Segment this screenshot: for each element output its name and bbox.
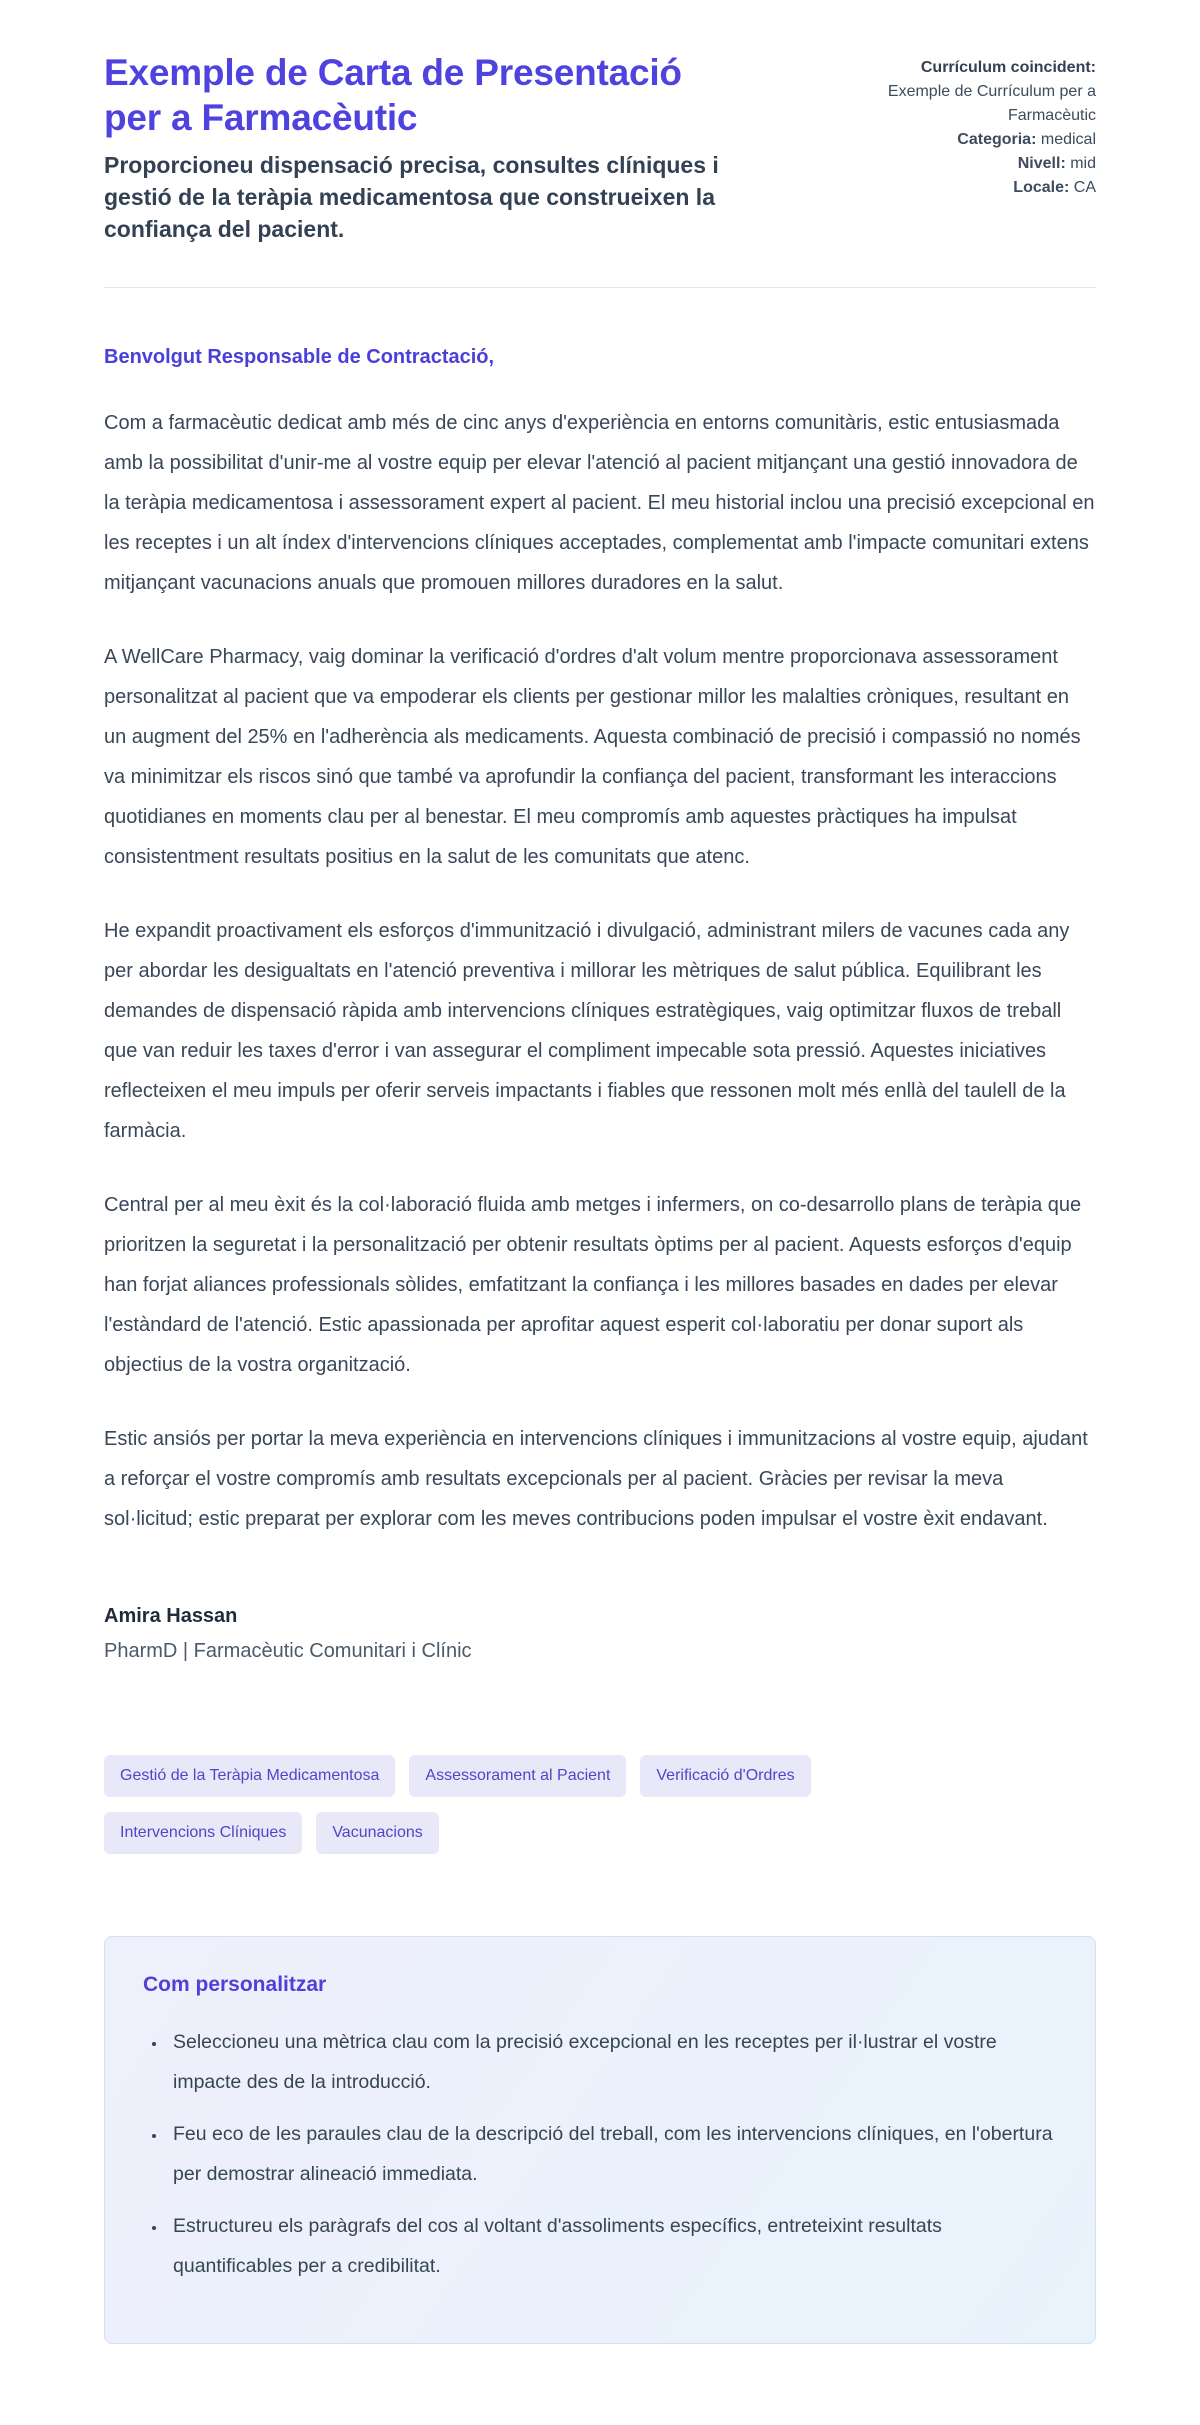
skill-tag-chip[interactable]: Assessorament al Pacient	[409, 1755, 626, 1797]
signature-name: Amira Hassan	[104, 1605, 238, 1628]
level-value: mid	[1070, 155, 1096, 172]
header-divider	[104, 287, 1096, 288]
skill-tags	[104, 1755, 924, 1854]
letter-greeting: Benvolgut Responsable de Contractació,	[104, 346, 495, 369]
letter-paragraph: Estic ansiós per portar la meva experiència en intervencions clíniques i immunitzacions al vostre equip, ajudant a reforçar el vostre compromís amb resultats excepcionals per al pacient. Gràcies per revisar la meva sol·licitud; estic preparat per explorar com les meves contribucions poden impulsar el vostre èxit endavant.	[104, 1428, 1088, 1531]
letter-paragraph: Com a farmacèutic dedicat amb més de cinc anys d'experiència en entorns comunitàris, estic entusiasmada amb la possibilitat d'unir-me al vostre equip per elevar l'atenció al pacient mitjançant una gestió innovadora de la teràpia medicamentosa i assessorament expert al pacient. El meu historial inclou una precisió excepcional en les receptes i un alt índex d'intervencions clíniques acceptades, complementat amb l'impacte comunitari extens mitjançant vacunacions anuals que promouen millores duradores en la salut.	[104, 412, 1095, 595]
level-row	[796, 152, 1096, 176]
letter-paragraph: Central per al meu èxit és la col·laboració fluida amb metges i infermers, on co-desarrollo plans de teràpia que prioritzen la seguretat i la personalització per obtenir resultats òptims per al pacient. Aquests esforços d'equip han forjat aliances professionals sòlides, emfatitzant la confiança i les millores basades en dades per elevar l'estàndard de l'atenció. Estic apassionada per aprofitar aquest esperit col·laboratiu per donar suport als objectius de la vostra organització.	[104, 1194, 1082, 1377]
customization-callout	[104, 1936, 1096, 2344]
callout-tip-item: • Estructureu els paràgrafs del cos al voltant d'assoliments específics, entreteixint resultats quantificables per a credibilitat.	[167, 2207, 1057, 2287]
skill-tag-chip[interactable]: Intervencions Clíniques	[104, 1812, 302, 1854]
category-row	[796, 128, 1096, 152]
level-label: Nivell:	[1017, 155, 1066, 172]
letter-paragraph: A WellCare Pharmacy, vaig dominar la verificació d'ordres d'alt volum mentre proporcionava assessorament personalitzat al pacient que va empoderar els clients per gestionar millor les malalties cròniques, resultant en un augment del 25% en l'adherència als medicaments. Aquesta combinació de precisió i compassió no només va minimitzar els riscos sinó que també va aprofundir la confiança del pacient, transformant les interaccions quotidianes en moments clau per al benestar. El meu compromís amb aquestes pràctiques ha impulsat consistentment resultats positius en la salut de les comunitats que atenc.	[104, 646, 1081, 869]
matching-resume-value: Exemple de Currículum per a Farmacèutic	[887, 83, 1096, 124]
callout-title: Com personalitzar	[143, 1973, 327, 1997]
skill-tag-chip[interactable]: Gestió de la Teràpia Medicamentosa	[104, 1755, 395, 1797]
signature-title: PharmD | Farmacèutic Comunitari i Clínic	[104, 1640, 472, 1663]
page-subtitle: Proporcioneu dispensació precisa, consultes clíniques i gestió de la teràpia medicamentosa que construeixen la confiança del pacient.	[104, 152, 719, 242]
resume-meta-block	[796, 50, 1096, 200]
letter-paragraph: He expandit proactivament els esforços d'immunització i divulgació, administrant milers de vacunes cada any per abordar les desigualtats en l'atenció preventiva i millorar les mètriques de salut pública. Equilibrant les demandes de dispensació ràpida amb intervencions clíniques estratègiques, vaig optimitzar fluxos de treball que van reduir les taxes d'error i van assegurar el compliment impecable sota pressió. Aquestes iniciatives reflecteixen el meu impuls per oferir serveis impactants i fiables que ressonen molt més enllà del taulell de la farmàcia.	[104, 920, 1070, 1143]
skill-tag-chip[interactable]: Verificació d'Ordres	[640, 1755, 810, 1797]
callout-tip-item: • Seleccioneu una mètrica clau com la precisió excepcional en les receptes per il·lustrar el vostre impacte des de la introducció.	[167, 2023, 1057, 2103]
cover-letter-page	[104, 0, 1096, 2424]
callout-tip-item: • Feu eco de les paraules clau de la descripció del treball, com les intervencions clíniques, en l'obertura per demostrar alineació immediata.	[167, 2115, 1057, 2195]
category-label: Categoria:	[957, 131, 1037, 148]
matching-resume-label: Currículum coincident:	[920, 59, 1096, 76]
locale-value: CA	[1073, 179, 1096, 196]
callout-tips-list	[143, 2023, 1057, 2287]
locale-row	[796, 176, 1096, 200]
locale-label: Locale:	[1013, 179, 1070, 196]
page-title: Exemple de Carta de Presentació per a Farmacèutic	[104, 52, 682, 139]
header-title-block	[104, 50, 754, 245]
category-value: medical	[1040, 131, 1096, 148]
page-header	[104, 50, 1096, 245]
signature-block	[104, 1605, 1096, 1663]
letter-body	[104, 403, 1096, 1539]
skill-tag-chip[interactable]: Vacunacions	[316, 1812, 438, 1854]
